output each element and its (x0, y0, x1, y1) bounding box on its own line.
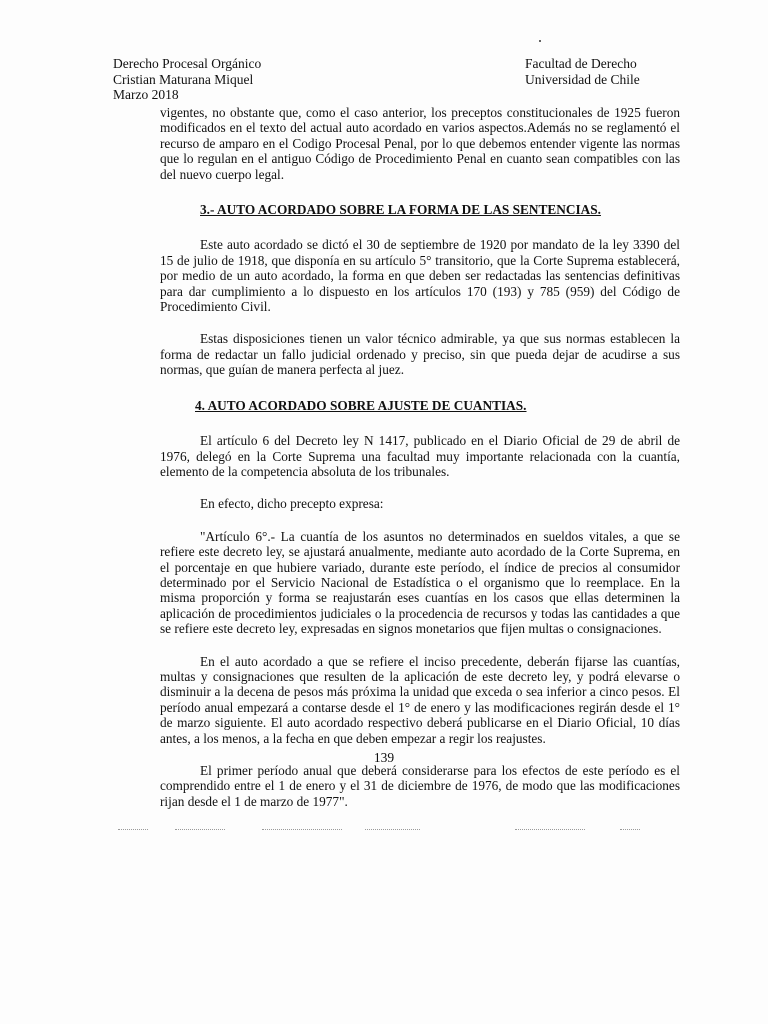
page-number: 139 (373, 750, 395, 765)
section-3-heading: 3.- AUTO ACORDADO SOBRE LA FORMA DE LAS SENTENCIAS. (200, 202, 601, 218)
scan-noise-mark (620, 829, 640, 832)
scan-noise-mark (175, 829, 225, 832)
scan-noise-mark (262, 829, 342, 832)
scan-noise-mark (365, 829, 420, 832)
section-3-paragraph-2: Estas disposiciones tienen un valor técnico admirable, ya que sus normas establecen la forma de redactar un fallo judicial ordenado y preciso, sin que pueda dejar de acudirse a sus normas, que guían de manera perfecta al juez. (160, 331, 680, 378)
quoted-article-paragraph-2: En el auto acordado a que se refiere el inciso precedente, deberán fijarse las cuantías, multas y consignaciones que resulten de la aplicación de este decreto ley, y podrá elevarse o disminuir a la decena de pesos más próxima la unidad que exceda o sea inferior a cinco pesos. El período anual empezará a contarse desde el 1° de enero y las modificaciones regirán desde el 1° de marzo siguiente. El auto acordado respectivo deberá publicarse en el Diario Oficial, 10 días antes, a los menos, a la fecha en que deben empezar a regir los reajustes. (160, 653, 680, 746)
quoted-article-paragraph-3: El primer período anual que deberá considerarse para los efectos de este período es el comprendido entre el 1 de enero y el 31 de diciembre de 1976, de modo que las modificaciones rijan desde el 1 de marzo de 1977". (160, 763, 680, 809)
section-4-heading: 4. AUTO ACORDADO SOBRE AJUSTE DE CUANTIAS. (195, 397, 527, 413)
section-3-paragraph-1: Este auto acordado se dictó el 30 de septiembre de 1920 por mandato de la ley 3390 del 15 de julio de 1918, que disponía en su artículo 5° transitorio, que la Corte Suprema establecerá, por medio de un auto acordado, la forma en que deben ser redactadas las sentencias definitivas para dar cumplimiento a lo dispuesto en los artículos 170 (193) y 785 (959) del Código de Procedimiento Civil. (160, 237, 680, 315)
scan-speck (539, 40, 541, 42)
header-course-title: Derecho Procesal Orgánico (113, 56, 262, 71)
header-university: Universidad de Chile (525, 71, 640, 87)
header-date: Marzo 2018 (113, 87, 179, 102)
scan-noise-mark (515, 829, 585, 832)
scan-noise-mark (118, 829, 148, 832)
intro-paragraph: vigentes, no obstante que, como el caso anterior, los preceptos constitucionales de 1925 fueron modificados en el texto del actual auto acordado en varios aspectos.Además no se reglamentó el recurso de amparo en el Codigo Procesal Penal, por lo que debemos entender vigente las normas que lo regulan en el antiguo Código de Procedimiento Penal en cuanto sean compatibles con las del nuevo cuerpo legal. (160, 105, 680, 182)
section-4-paragraph-1: El artículo 6 del Decreto ley N 1417, publicado en el Diario Oficial de 29 de abril de 1976, delegó en la Corte Suprema una facultad muy importante relacionada con la cuantía, elemento de la competencia absoluta de los tribunales. (160, 433, 680, 479)
document-body (160, 105, 680, 809)
header-faculty: Facultad de Derecho (525, 56, 637, 71)
quoted-article-paragraph-1: "Artículo 6°.- La cuantía de los asuntos no determinados en sueldos vitales, a que se refiere este decreto ley, se ajustará anualmente, mediante auto acordado de la Corte Suprema, en el porcentaje en que hubiere variado, durante este período, el índice de precios al consumidor determinado por el Servicio Nacional de Estadística o el organismo que lo reemplace. En la misma proporción y forma se reajustarán eses cuantías en los casos que ellas determinen la aplicación de procedimientos judiciales o la procedencia de recursos y todas las cantidades a que se refiere este decreto ley, expresadas en signos monetarios que fijen multas o consignaciones. (160, 528, 680, 637)
header-author: Cristian Maturana Miquel (113, 71, 254, 87)
header-institution (525, 56, 640, 87)
header-course-info (113, 56, 261, 103)
section-4-paragraph-2: En efecto, dicho precepto expresa: (200, 496, 384, 512)
